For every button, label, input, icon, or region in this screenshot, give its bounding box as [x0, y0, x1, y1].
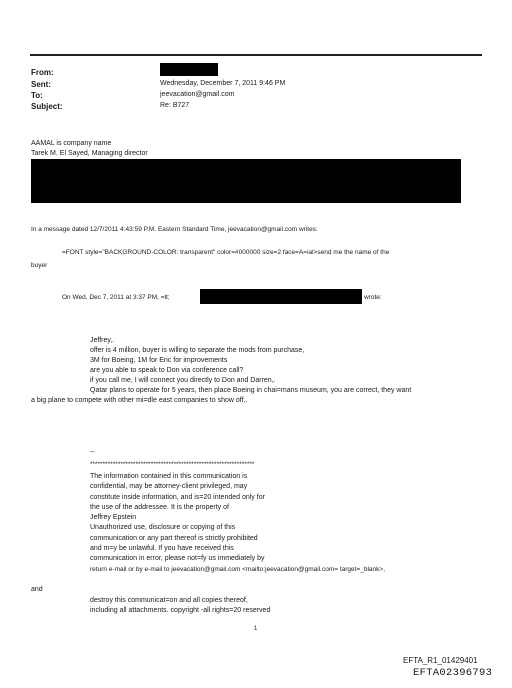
bates-ref-big: EFTA02396793 [413, 667, 493, 679]
notice-line: confidential, may be attorney-client privileged, may [90, 483, 248, 491]
closing-line: destroy this communicat=on and all copies thereof, [90, 597, 248, 604]
notice-line: constitute inside information, and is=20 intended only for [90, 493, 265, 501]
redaction-from [160, 63, 218, 76]
quoted-line: 3M for Boeing, 1M for Eric for improvements [90, 357, 228, 364]
notice-line: the use of the addressee. It is the property of [90, 503, 229, 511]
quoted-message [90, 336, 411, 396]
on-wed-line: On Wed, Dec 7, 2011 at 3:37 PM, =lt; [62, 294, 170, 301]
quoted-continuation: a big plane to compete with other mi=dle east companies to show off,. [31, 397, 248, 404]
font-markup-line: =FONT style="BACKGROUND-COLOR: transparent" color=#000000 size=2 face=A=ial>send me the name of the [62, 249, 390, 256]
closing-notice [90, 596, 270, 617]
notice-line: The information contained in this communication is [90, 473, 248, 480]
closing-line: including all attachments. copyright -all rights=20 reserved [90, 607, 271, 615]
quoted-line: Jeffrey,. [90, 337, 115, 344]
from-label: From: [31, 68, 54, 77]
quoted-line: offer is 4 million, buyer is willing to separate the mods from purchase, [90, 347, 305, 354]
subject-value: Re: B727 [160, 102, 190, 109]
sent-value: Wednesday, December 7, 2011 9:46 PM [160, 80, 286, 87]
notice-line: communication or any part thereof is strictly prohibited [90, 534, 258, 542]
notice-line: and m=y be unlawful. If you have received this [90, 545, 234, 553]
quoted-line: if you call me, I will connect you directly to Don and Darren,. [90, 377, 276, 384]
page-number: 1 [254, 626, 258, 632]
director-line: Tarek M. El Sayed, Managing director [31, 150, 148, 157]
and-word: and [31, 586, 43, 593]
quoted-line: are you able to speak to Don via conference call? [90, 367, 244, 374]
notice-line: communication in error, please not=fy us immediately by [90, 555, 265, 563]
notice-line: return e-mail or by e-mail to jeevacation@gmail.com <mailto:jeevacation@gmail.com= target=_blank>, [90, 565, 385, 573]
bates-ref-small: EFTA_R1_01429401 [403, 656, 478, 665]
quoted-line: Qatar plans to operate for 5 years, then place Boeing in chai=mans museum, you are correct, they want [90, 387, 412, 394]
signature-dash: -- [90, 449, 95, 456]
company-line: AAMAL is company name [31, 140, 112, 147]
message-dated-line: In a message dated 12/7/2011 4:43:59 P.M. Eastern Standard Time, jeevacation@gmail.com writes: [31, 226, 318, 233]
confidentiality-notice [90, 472, 385, 575]
signature-stars: ***************************************************************** [90, 461, 255, 468]
notice-line: Jeffrey Epstein [90, 514, 137, 522]
to-label: To: [31, 91, 43, 100]
sent-label: Sent: [31, 80, 51, 89]
notice-line: Unauthorized use, disclosure or copying of this [90, 524, 236, 532]
subject-label: Subject: [31, 102, 63, 111]
to-value: jeevacation@gmail.com [160, 91, 235, 98]
header-rule [30, 54, 482, 56]
buyer-word: buyer [31, 262, 48, 269]
redaction-sender [200, 289, 362, 304]
wrote-word: wrote: [364, 294, 382, 301]
redaction-block [31, 159, 461, 203]
